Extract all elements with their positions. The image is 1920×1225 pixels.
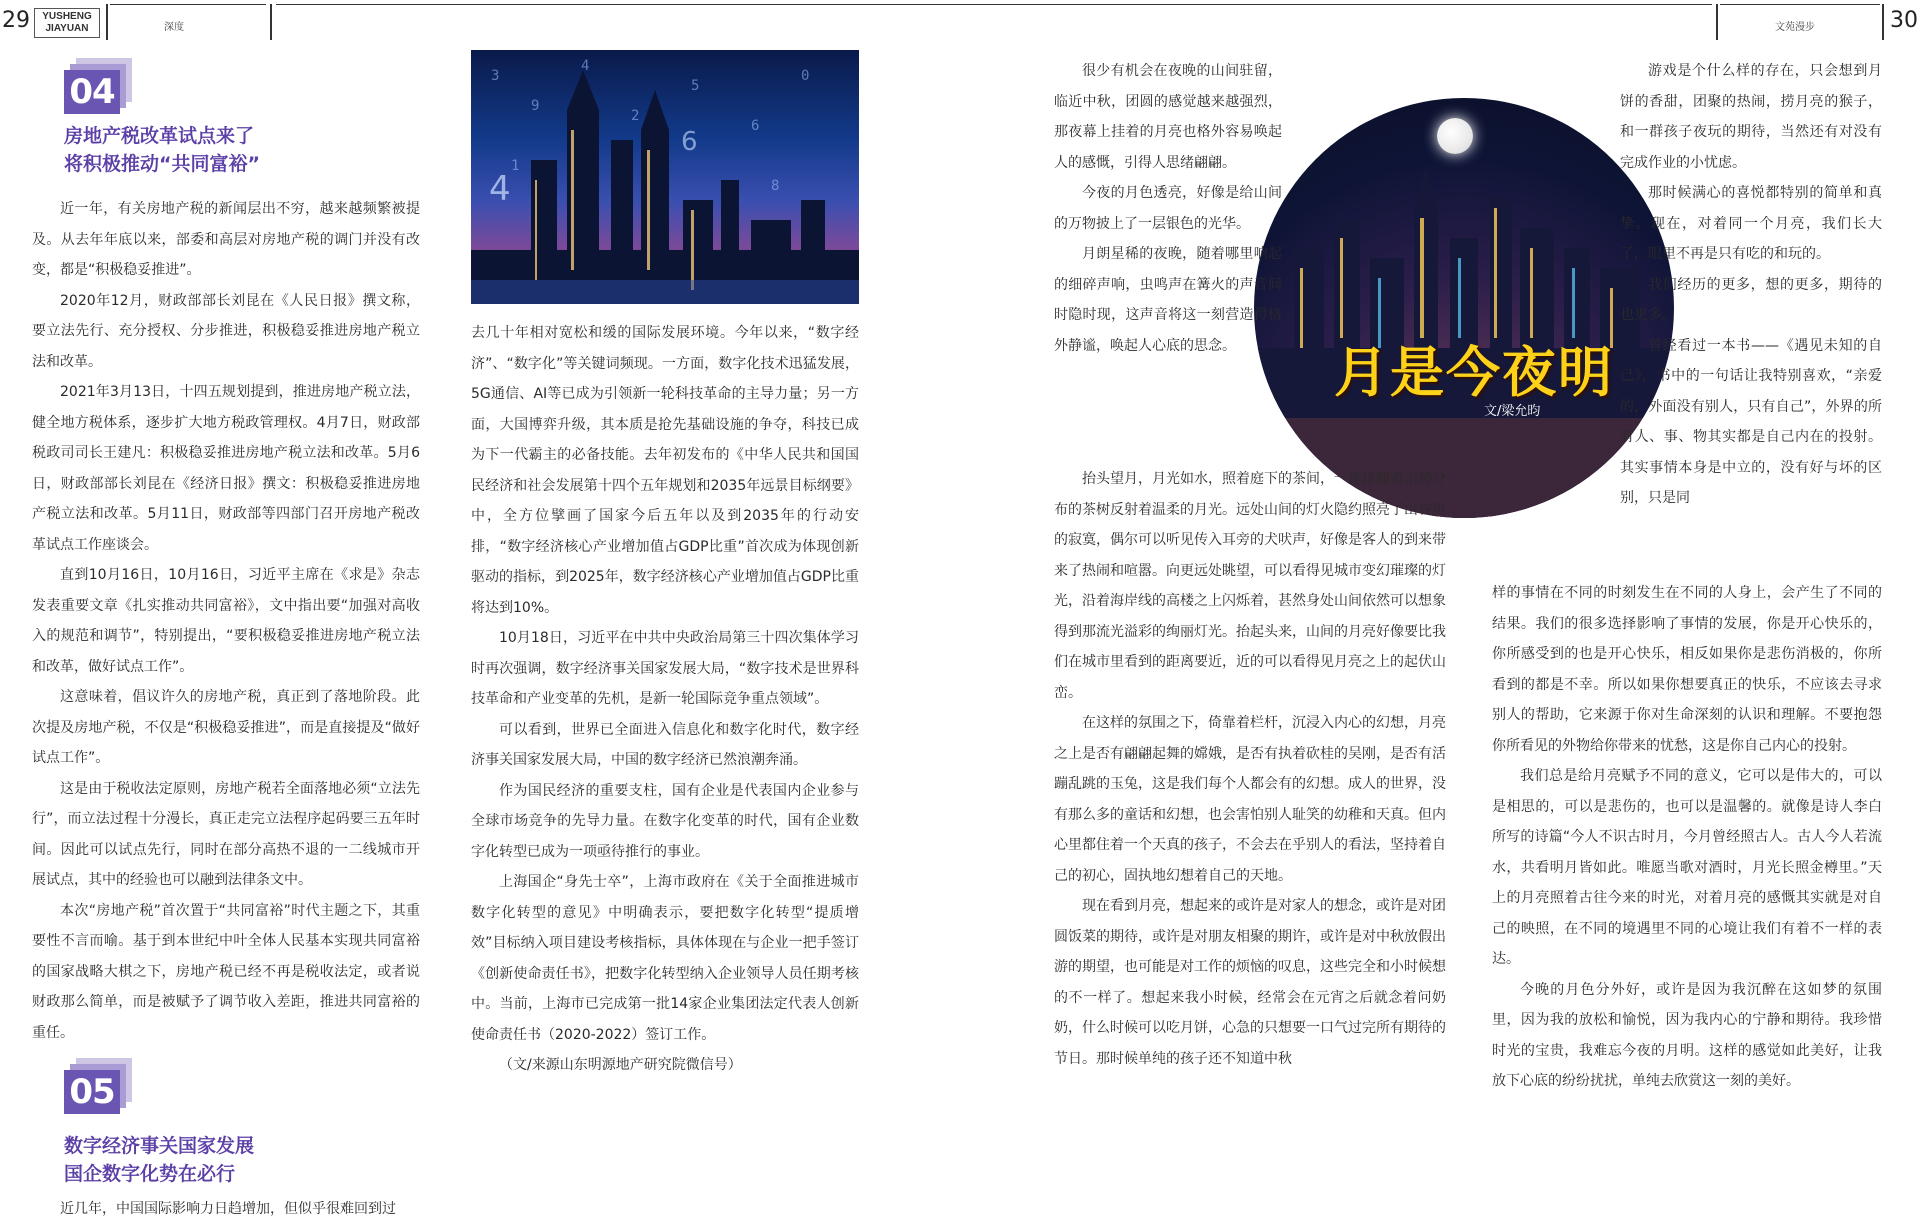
c3-narrow-paragraph-1: 很少有机会在夜晚的山间驻留，临近中秋，团圆的感觉越来越强烈，那夜幕上挂着的月亮也格外容易唤起人的感慨，引得人思绪翩翩。 xyxy=(1054,63,1282,171)
c3-full-paragraph-3: 现在看到月亮，想起来的或许是对家人的想念，或许是对团圆饭菜的期待，或许是对朋友相聚的期许，或许是对中秋放假出游的期望，也可能是对工作的烦恼的叹息，这些完全和小时候想的不一样了。想起来我小时候，经常会在元宵之后就念着问奶奶，什么时候可以吃月饼，心急的只想要一口气过完所有期待的节日。那时候单纯的孩子还不知道中秋 xyxy=(1054,898,1446,1067)
svg-text:6: 6 xyxy=(681,127,698,157)
c2-paragraph-1: 去几十年相对宽松和缓的国际发展环境。今年以来，“数字经济”、“数字化”等关键词频现。一方面，数字化技术迅猛发展，5G通信、AI等已成为引领新一轮科技革命的主导力量；另一方面，大国博弈升级，其本质是抢先基础设施的争夺，科技已成为下一代霸主的必备技能。去年初发布的《中华人民共和国国民经济和社会发展第十四个五年规划和2035年远景目标纲要》中，全方位擘画了国家今后五年以及到2035年的行动安排，“数字经济核心产业增加值占GDP比重”首次成为体现创新驱动的指标，到2025年，数字经济核心产业增加值占GDP比重将达到10%。 xyxy=(471,325,859,616)
s04-paragraph-6: 这是由于税收法定原则，房地产税若全面落地必须“立法先行”，而立法过程十分漫长，真正走完立法程序起码要三五年时间。因此可以试点先行，同时在部分高热不退的一二线城市开展试点，其中的经验也可以融到法律条文中。 xyxy=(32,780,420,888)
section-04-title-line2: 将积极推动“共同富裕” xyxy=(64,153,260,175)
c4-narrow-paragraph-1: 游戏是个什么样的存在，只会想到月饼的香甜，团聚的热闹，捞月亮的猴子，和一群孩子夜玩的期待，当然还有对没有完成作业的小忧虑。 xyxy=(1620,63,1882,171)
brand-line1: YUSHENG xyxy=(42,11,92,22)
svg-text:5: 5 xyxy=(691,78,700,94)
section-05-badge xyxy=(64,1058,134,1114)
svg-text:1: 1 xyxy=(511,158,520,174)
c4-narrow-paragraph-3: 我们经历的更多，想的更多，期待的也更多。 xyxy=(1620,276,1882,323)
column-3-full xyxy=(1054,464,1446,1074)
s04-paragraph-5: 这意味着，倡议许久的房地产税，真正到了落地阶段。此次提及房地产税，不仅是“积极稳妥推进”，而是直接提及“做好试点工作”。 xyxy=(32,689,420,766)
skyline-graphic xyxy=(471,50,859,304)
c4-full-paragraph-1: 样的事情在不同的时刻发生在不同的人身上，会产生了不同的结果。我们的很多选择影响了事情的发展，你是开心快乐的，你所感受到的也是开心快乐，相反如果你是悲伤消极的，你所看到的都是不幸。所以如果你想要真正的快乐，不应该去寻求别人的帮助，它来源于你对生命深刻的认识和理解。不要抱怨你所看见的外物给你带来的忧愁，这是你自己内心的投射。 xyxy=(1492,585,1882,754)
left-page-number: 29 xyxy=(2,8,30,33)
c4-narrow-paragraph-4: 曾经看过一本书——《遇见未知的自己》，书中的一句话让我特别喜欢，“亲爱的，外面没有别人，只有自己”，外界的所有人、事、物其实都是自己内在的投射。其实事情本身是中立的，没有好与坏的区别，只是同 xyxy=(1620,337,1882,506)
s04-paragraph-2: 2020年12月，财政部部长刘昆在《人民日报》撰文称，要立法先行、充分授权、分步推进，积极稳妥推进房地产税立法和改革。 xyxy=(32,292,420,370)
column-3-narrow xyxy=(1054,56,1282,361)
section-04-body xyxy=(32,194,420,1048)
section-04-title-line1: 房地产税改革试点来了 xyxy=(64,125,255,147)
column-4-full xyxy=(1492,578,1882,1097)
city-skyline-photo xyxy=(471,50,859,304)
section-05-title xyxy=(64,1132,254,1188)
svg-text:2: 2 xyxy=(631,108,640,124)
poem-author: 文/梁允昀 xyxy=(1484,404,1541,419)
section-04-badge xyxy=(64,58,134,114)
c4-full-paragraph-2: 我们总是给月亮赋予不同的意义，它可以是伟大的，可以是相思的，可以是悲伤的，也可以是温馨的。就像是诗人李白所写的诗篇“今人不识古时月，今月曾经照古人。古人今人若流水，共看明月皆如此。唯愿当歌对酒时，月光长照金樽里。”天上的月亮照着古往今来的时光，对着月亮的感慨其实就是对自己的映照，在不同的境遇里不同的心境让我们有着不一样的表达。 xyxy=(1492,768,1882,967)
s04-paragraph-3: 2021年3月13日，十四五规划提到，推进房地产税立法，健全地方税体系，逐步扩大地方税政管理权。4月7日，财政部税政司司长王建凡：积极稳妥推进房地产税立法和改革。5月6日，财政部部长刘昆在《经济日报》撰文：积极稳妥推进房地产税立法和改革。5月11日，财政部等四部门召开房地产税改革试点工作座谈会。 xyxy=(32,384,420,553)
svg-text:4: 4 xyxy=(489,169,511,209)
header-divider-right xyxy=(1716,4,1718,40)
section-05-title-line2: 国企数字化势在必行 xyxy=(64,1163,236,1185)
header-rule-center xyxy=(276,4,1712,5)
header-divider-left2 xyxy=(270,4,272,40)
section-04-number: 04 xyxy=(64,70,120,114)
header-rule-right-top xyxy=(1720,4,1880,5)
brand-line2: JIAYUAN xyxy=(45,23,89,34)
moon-city-circle-photo xyxy=(1254,98,1674,518)
svg-text:6: 6 xyxy=(751,118,760,134)
svg-text:9: 9 xyxy=(531,98,540,114)
c2-paragraph-3: 可以看到，世界已全面进入信息化和数字化时代，数字经济事关国家发展大局，中国的数字经济已然浪潮奔涌。 xyxy=(471,721,859,768)
svg-text:8: 8 xyxy=(771,178,780,194)
c3-narrow-paragraph-2: 今夜的月色透亮，好像是给山间的万物披上了一层银色的光华。 xyxy=(1054,185,1282,232)
c4-narrow-paragraph-2: 那时候满心的喜悦都特别的简单和真挚。现在，对着同一个月亮，我们长大了，眼里不再是只有吃的和玩的。 xyxy=(1620,185,1882,262)
column-4-narrow xyxy=(1620,56,1882,514)
c4-full-paragraph-3: 今晚的月色分外好，或许是因为我沉醉在这如梦的氛围里，因为我的放松和愉悦，因为我内心的宁静和期待。我珍惜时光的宝贵，我难忘今夜的月明。这样的感觉如此美好，让我放下心底的纷纷扰扰，单纯去欣赏这一刻的美好。 xyxy=(1492,981,1882,1089)
left-section-label: 深度 xyxy=(164,22,184,33)
column-2-body xyxy=(471,318,859,1081)
right-page-number: 30 xyxy=(1890,8,1918,33)
c2-source: （文/来源山东明源地产研究院微信号） xyxy=(499,1057,742,1073)
s04-paragraph-4: 直到10月16日，10月16日，习近平主席在《求是》杂志发表重要文章《扎实推动共同富裕》，文中指出要“加强对高收入的规范和调节”，特别提出，“要积极稳妥推进房地产税立法和改革，做好试点工作”。 xyxy=(32,567,420,675)
header-rule-left-top xyxy=(110,4,266,5)
s04-paragraph-1: 近一年，有关房地产税的新闻层出不穷，越来越频繁被提及。从去年年底以来，部委和高层对房地产税的调门并没有改变，都是“积极稳妥推进”。 xyxy=(32,201,420,278)
brand-logo xyxy=(34,8,100,38)
c3-full-paragraph-1: 抬头望月，月光如水，照着庭下的茶间，一排排随着山势分布的茶树反射着温柔的月光。远处山间的灯火隐约照亮了山谷里的寂寞，偶尔可以听见传入耳旁的犬吠声，好像是客人的到来带来了热闹和喧嚣。向更远处眺望，可以看得见城市变幻璀璨的灯光，沿着海岸线的高楼之上闪烁着，甚然身处山间依然可以想象得到那流光溢彩的绚丽灯光。抬起头来，山间的月亮好像要比我们在城市里看到的距离要近，近的可以看得见月亮之上的起伏山峦。 xyxy=(1054,471,1446,701)
svg-text:0: 0 xyxy=(801,68,810,84)
night-city-graphic xyxy=(1254,98,1674,518)
c3-full-paragraph-2: 在这样的氛围之下，倚靠着栏杆，沉浸入内心的幻想，月亮之上是否有翩翩起舞的嫦娥，是否有执着砍桂的吴刚，是否有活蹦乱跳的玉兔，这是我们每个人都会有的幻想。成人的世界，没有那么多的童话和幻想，也会害怕别人耻笑的幼稚和天真。但内心里都住着一个天真的孩子，不会去在乎别人的看法，坚持着自己的初心，固执地幻想着自己的天地。 xyxy=(1054,715,1446,884)
section-04-title xyxy=(64,122,260,178)
header-divider-left xyxy=(106,4,108,40)
c2-paragraph-4: 作为国民经济的重要支柱，国有企业是代表国内企业参与全球市场竞争的先导力量。在数字化变革的时代，国有企业数字化转型已成为一项亟待推行的事业。 xyxy=(471,782,859,860)
svg-text:4: 4 xyxy=(581,58,590,74)
c2-paragraph-2: 10月18日，习近平在中共中央政治局第三十四次集体学习时再次强调，数字经济事关国家发展大局，“数字技术是世界科技革命和产业变革的先机，是新一轮国际竞争重点领域”。 xyxy=(471,630,859,707)
s05-first-line: 近几年，中国国际影响力日趋增加，但似乎很难回到过 xyxy=(60,1201,396,1217)
section-05-title-line1: 数字经济事关国家发展 xyxy=(64,1135,255,1157)
s04-paragraph-7: 本次“房地产税”首次置于“共同富裕”时代主题之下，其重要性不言而喻。基于到本世纪中叶全体人民基本实现共同富裕的国家战略大棋之下，房地产税已经不再是税收法定，或者说财政那么简单，而是被赋予了调节收入差距，推进共同富裕的重任。 xyxy=(32,902,420,1041)
right-section-label: 文苑漫步 xyxy=(1775,22,1815,33)
c2-paragraph-5: 上海国企“身先士卒”，上海市政府在《关于全面推进城市数字化转型的意见》中明确表示，要把数字化转型“提质增效”目标纳入项目建设考核指标，具体体现在与企业一把手签订《创新使命责任书》，把数字化转型纳入企业领导人员任期考核中。当前，上海市已完成第一批14家企业集团法定代表人创新使命责任书（2020-2022）签订工作。 xyxy=(471,874,859,1043)
section-05-number: 05 xyxy=(64,1070,120,1114)
svg-text:3: 3 xyxy=(491,68,500,84)
c3-narrow-paragraph-3: 月朗星稀的夜晚，随着哪里响起的细碎声响，虫鸣声在篝火的声音间时隐时现，这声音将这一刻营造得格外静谧，唤起人心底的思念。 xyxy=(1054,246,1282,354)
header-divider-right2 xyxy=(1882,4,1884,40)
poem-title: 月是今夜明 xyxy=(1334,340,1614,404)
